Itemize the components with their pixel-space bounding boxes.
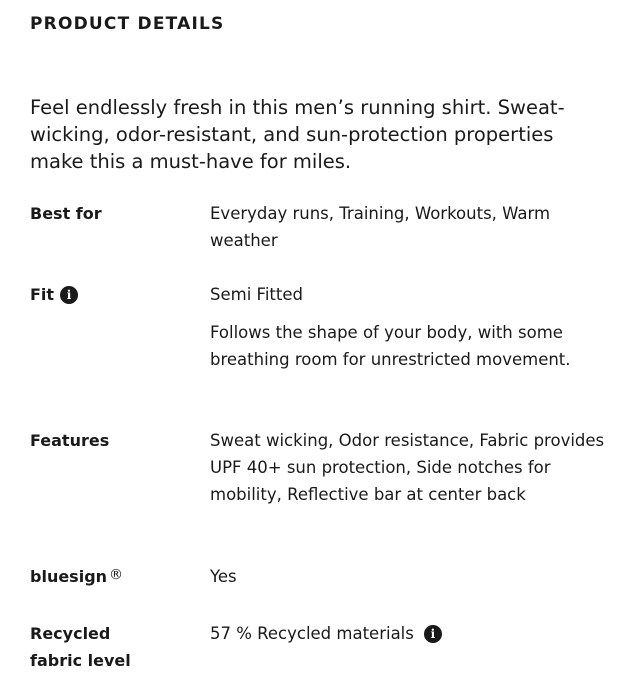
product-description: Feel endlessly fresh in this men’s running shirt. Sweat-wicking, odor-resistant, and sun-protection properties make this a must-have for miles. — [30, 96, 565, 173]
recycled-value — [210, 620, 610, 647]
registered-mark: ® — [109, 567, 124, 583]
best-for-label: Best for — [30, 204, 102, 223]
best-for-value — [210, 200, 610, 254]
fit-value — [210, 281, 610, 373]
best-for-text: Everyday runs, Training, Workouts, Warm weather — [210, 204, 551, 250]
section-title: PRODUCT DETAILS — [30, 14, 225, 34]
features-text: Sweat wicking, Odor resistance, Fabric provides UPF 40+ sun protection, Side notches for mobility, Reflective bar at center back — [210, 431, 605, 504]
fit-detail: Follows the shape of your body, with some breathing room for unrestricted movement. — [210, 323, 571, 369]
recycled-label-line2: fabric level — [30, 651, 131, 670]
fit-type: Semi Fitted — [210, 285, 303, 304]
recycled-text-wrap — [210, 620, 610, 647]
bluesign-label: bluesign — [30, 567, 108, 586]
recycled-info-icon[interactable]: i — [424, 625, 442, 643]
recycled-label — [30, 620, 200, 674]
bluesign-value — [210, 563, 610, 590]
fit-label-wrap — [30, 281, 200, 308]
bluesign-label-wrap — [30, 563, 200, 590]
features-value — [210, 427, 610, 508]
recycled-label-line1: Recycled — [30, 624, 111, 643]
fit-label: Fit — [30, 285, 55, 304]
recycled-text: 57 % Recycled materials — [210, 624, 414, 643]
bluesign-text: Yes — [210, 567, 237, 586]
fit-info-icon[interactable]: i — [60, 286, 78, 304]
features-label: Features — [30, 431, 110, 450]
